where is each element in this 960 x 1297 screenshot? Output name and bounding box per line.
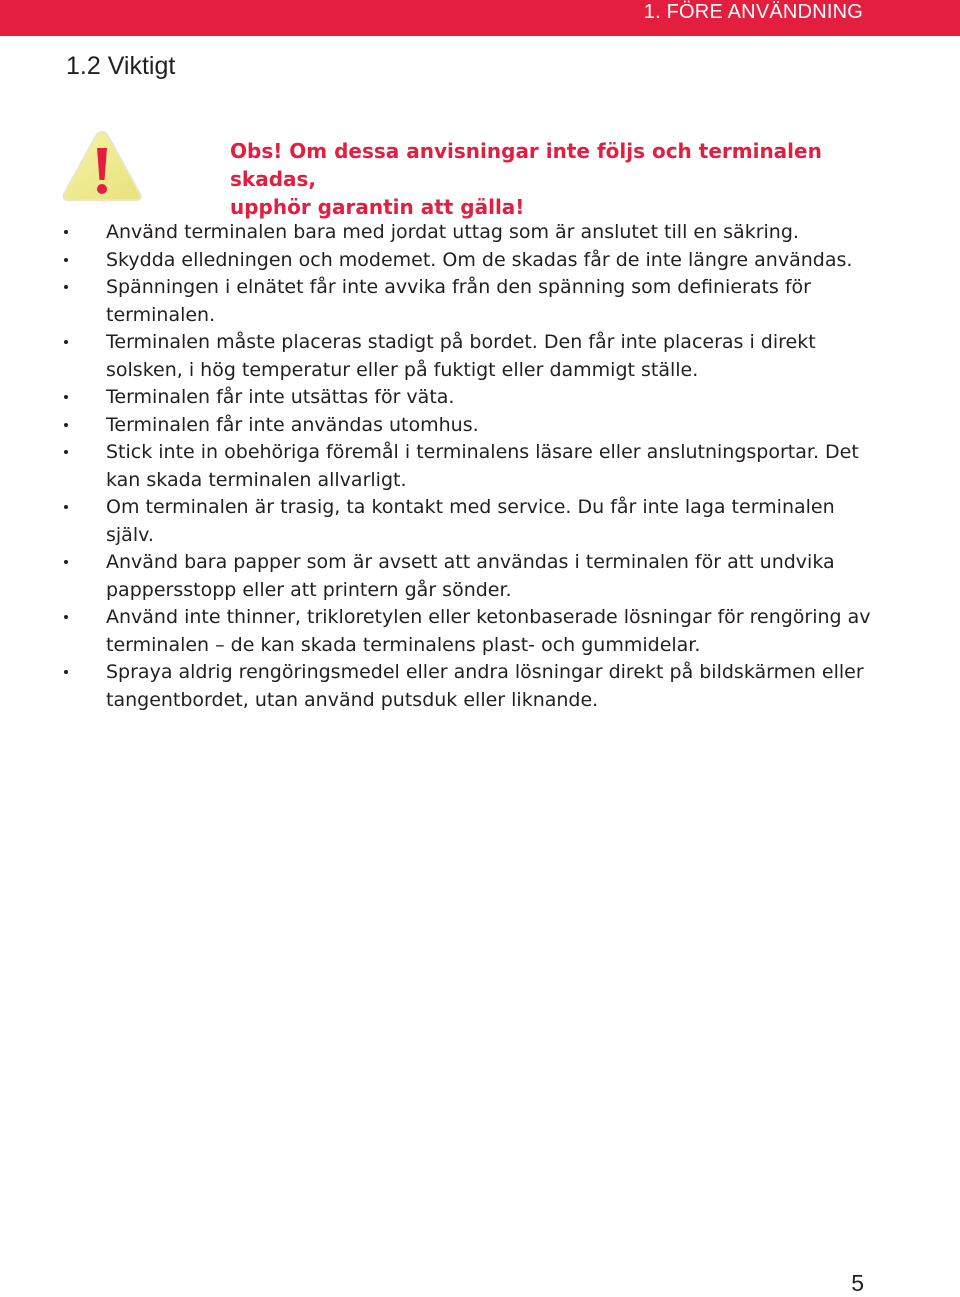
warning-triangle-icon [60,128,144,204]
bullet-dot [64,285,68,289]
list-item [106,329,876,384]
list-item [106,439,876,494]
list-item [106,549,876,604]
list-item-text: Terminalen får inte användas utomhus. [106,413,479,436]
list-item-text: Använd inte thinner, trikloretylen eller ketonbaserade lösningar för rengöring av terminalen – de kan skada terminalens plast- och gummidelar. [106,606,871,656]
bullet-dot [64,615,68,619]
list-item-text: Spraya aldrig rengöringsmedel eller andra lösningar direkt på bildskärmen eller tangentbordet, utan använd putsduk eller liknande. [106,661,864,711]
list-item-text: Om terminalen är trasig, ta kontakt med service. Du får inte laga terminalen själv. [106,496,835,546]
bullet-dot [64,258,68,262]
list-item [106,247,876,275]
list-item-text: Spänningen i elnätet får inte avvika från den spänning som definierats för terminalen. [106,276,811,326]
list-item-text: Terminalen får inte utsättas för väta. [106,386,455,408]
warning-line-1: Obs! Om dessa anvisningar inte följs och terminalen skadas, [230,139,822,191]
header-band [0,0,960,36]
bullet-dot [64,450,68,454]
bullet-dot [64,340,68,344]
list-item [106,494,876,549]
bullet-dot [64,560,68,564]
list-item [106,274,876,329]
list-item-text: Stick inte in obehöriga föremål i terminalens läsare eller anslutningsportar. Det kan skada terminalen allvarligt. [106,441,859,491]
list-item-text: Använd bara papper som är avsett att användas i terminalen för att undvika pappersstopp eller att printern går sönder. [106,551,835,601]
list-item-text: Skydda elledningen och modemet. Om de skadas får de inte längre användas. [106,248,853,271]
bullet-dot [64,395,68,399]
bullet-dot [64,670,68,674]
list-item [106,384,876,412]
list-item-text: Terminalen måste placeras stadigt på bordet. Den får inte placeras i direkt solsken, i hög temperatur eller på fuktigt eller dammigt ställe. [106,331,816,381]
bullet-dot [64,423,68,427]
warning-line-2: upphör garantin att gälla! [230,195,525,219]
list-item [106,659,876,714]
list-item [106,604,876,659]
chapter-label: 1. FÖRE ANVÄNDNING [643,1,863,23]
section-title: 1.2 Viktigt [66,52,176,80]
safety-instructions-list [106,219,876,714]
page-number: 5 [851,1270,864,1296]
list-item-text: Använd terminalen bara med jordat uttag som är anslutet till en säkring. [106,221,799,243]
warning-message [230,137,890,221]
list-item [106,412,876,440]
bullet-dot [64,505,68,509]
bullet-dot [64,230,68,234]
list-item [106,219,876,247]
